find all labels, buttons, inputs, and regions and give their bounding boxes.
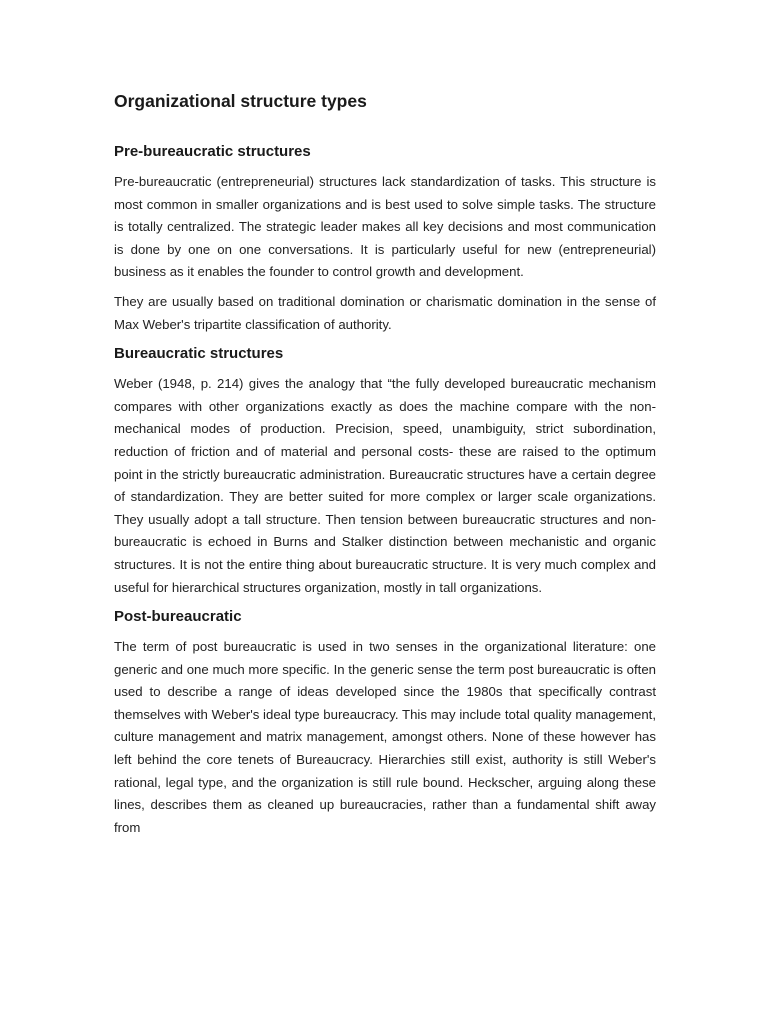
- paragraph: The term of post bureaucratic is used in two senses in the organizational literature: one generic and one much more specific. In the generic sense the term post bureaucratic is often used to describe a range of ideas developed since the 1980s that specifically contrast themselves with Weber's ideal type bureaucracy. This may include total quality management, culture management and matrix management, amongst others. None of these however has left behind the core tenets of Bureaucracy. Hierarchies still exist, authority is still Weber's rational, legal type, and the organization is still rule bound. Heckscher, arguing along these lines, describes them as cleaned up bureaucracies, rather than a fundamental shift away from: [114, 639, 656, 835]
- section-pre-bureaucratic: [114, 141, 656, 336]
- paragraph: Weber (1948, p. 214) gives the analogy that “the fully developed bureaucratic mechanism compares with other organizations exactly as does the machine compare with the non-mechanical modes of production. Precision, speed, unambiguity, strict subordination, reduction of friction and of material and personal costs- these are raised to the optimum point in the strictly bureaucratic administration. Bureaucratic structures have a certain degree of standardization. They are better suited for more complex or larger scale organizations. They usually adopt a tall structure. Then tension between bureaucratic structures and non-bureaucratic is echoed in Burns and Stalker distinction between mechanistic and organic structures. It is not the entire thing about bureaucratic structure. It is very much complex and useful for hierarchical structures organization, mostly in tall organizations.: [114, 376, 656, 595]
- section-heading: Post-bureaucratic: [114, 608, 242, 626]
- paragraph: Pre-bureaucratic (entrepreneurial) structures lack standardization of tasks. This structure is most common in smaller organizations and is best used to solve simple tasks. The structure is totally centralized. The strategic leader makes all key decisions and most communication is done by one on one conversations. It is particularly useful for new (entrepreneurial) business as it enables the founder to control growth and development.: [114, 174, 656, 280]
- paragraph: They are usually based on traditional domination or charismatic domination in the sense of Max Weber's tripartite classification of authority.: [114, 293, 656, 332]
- section-heading: Bureaucratic structures: [114, 345, 284, 363]
- section-post-bureaucratic: [114, 606, 656, 839]
- section-heading: Pre-bureaucratic structures: [114, 143, 311, 160]
- document-title: Organizational structure types: [114, 91, 367, 111]
- section-bureaucratic: [114, 343, 656, 599]
- document-page: [114, 88, 656, 846]
